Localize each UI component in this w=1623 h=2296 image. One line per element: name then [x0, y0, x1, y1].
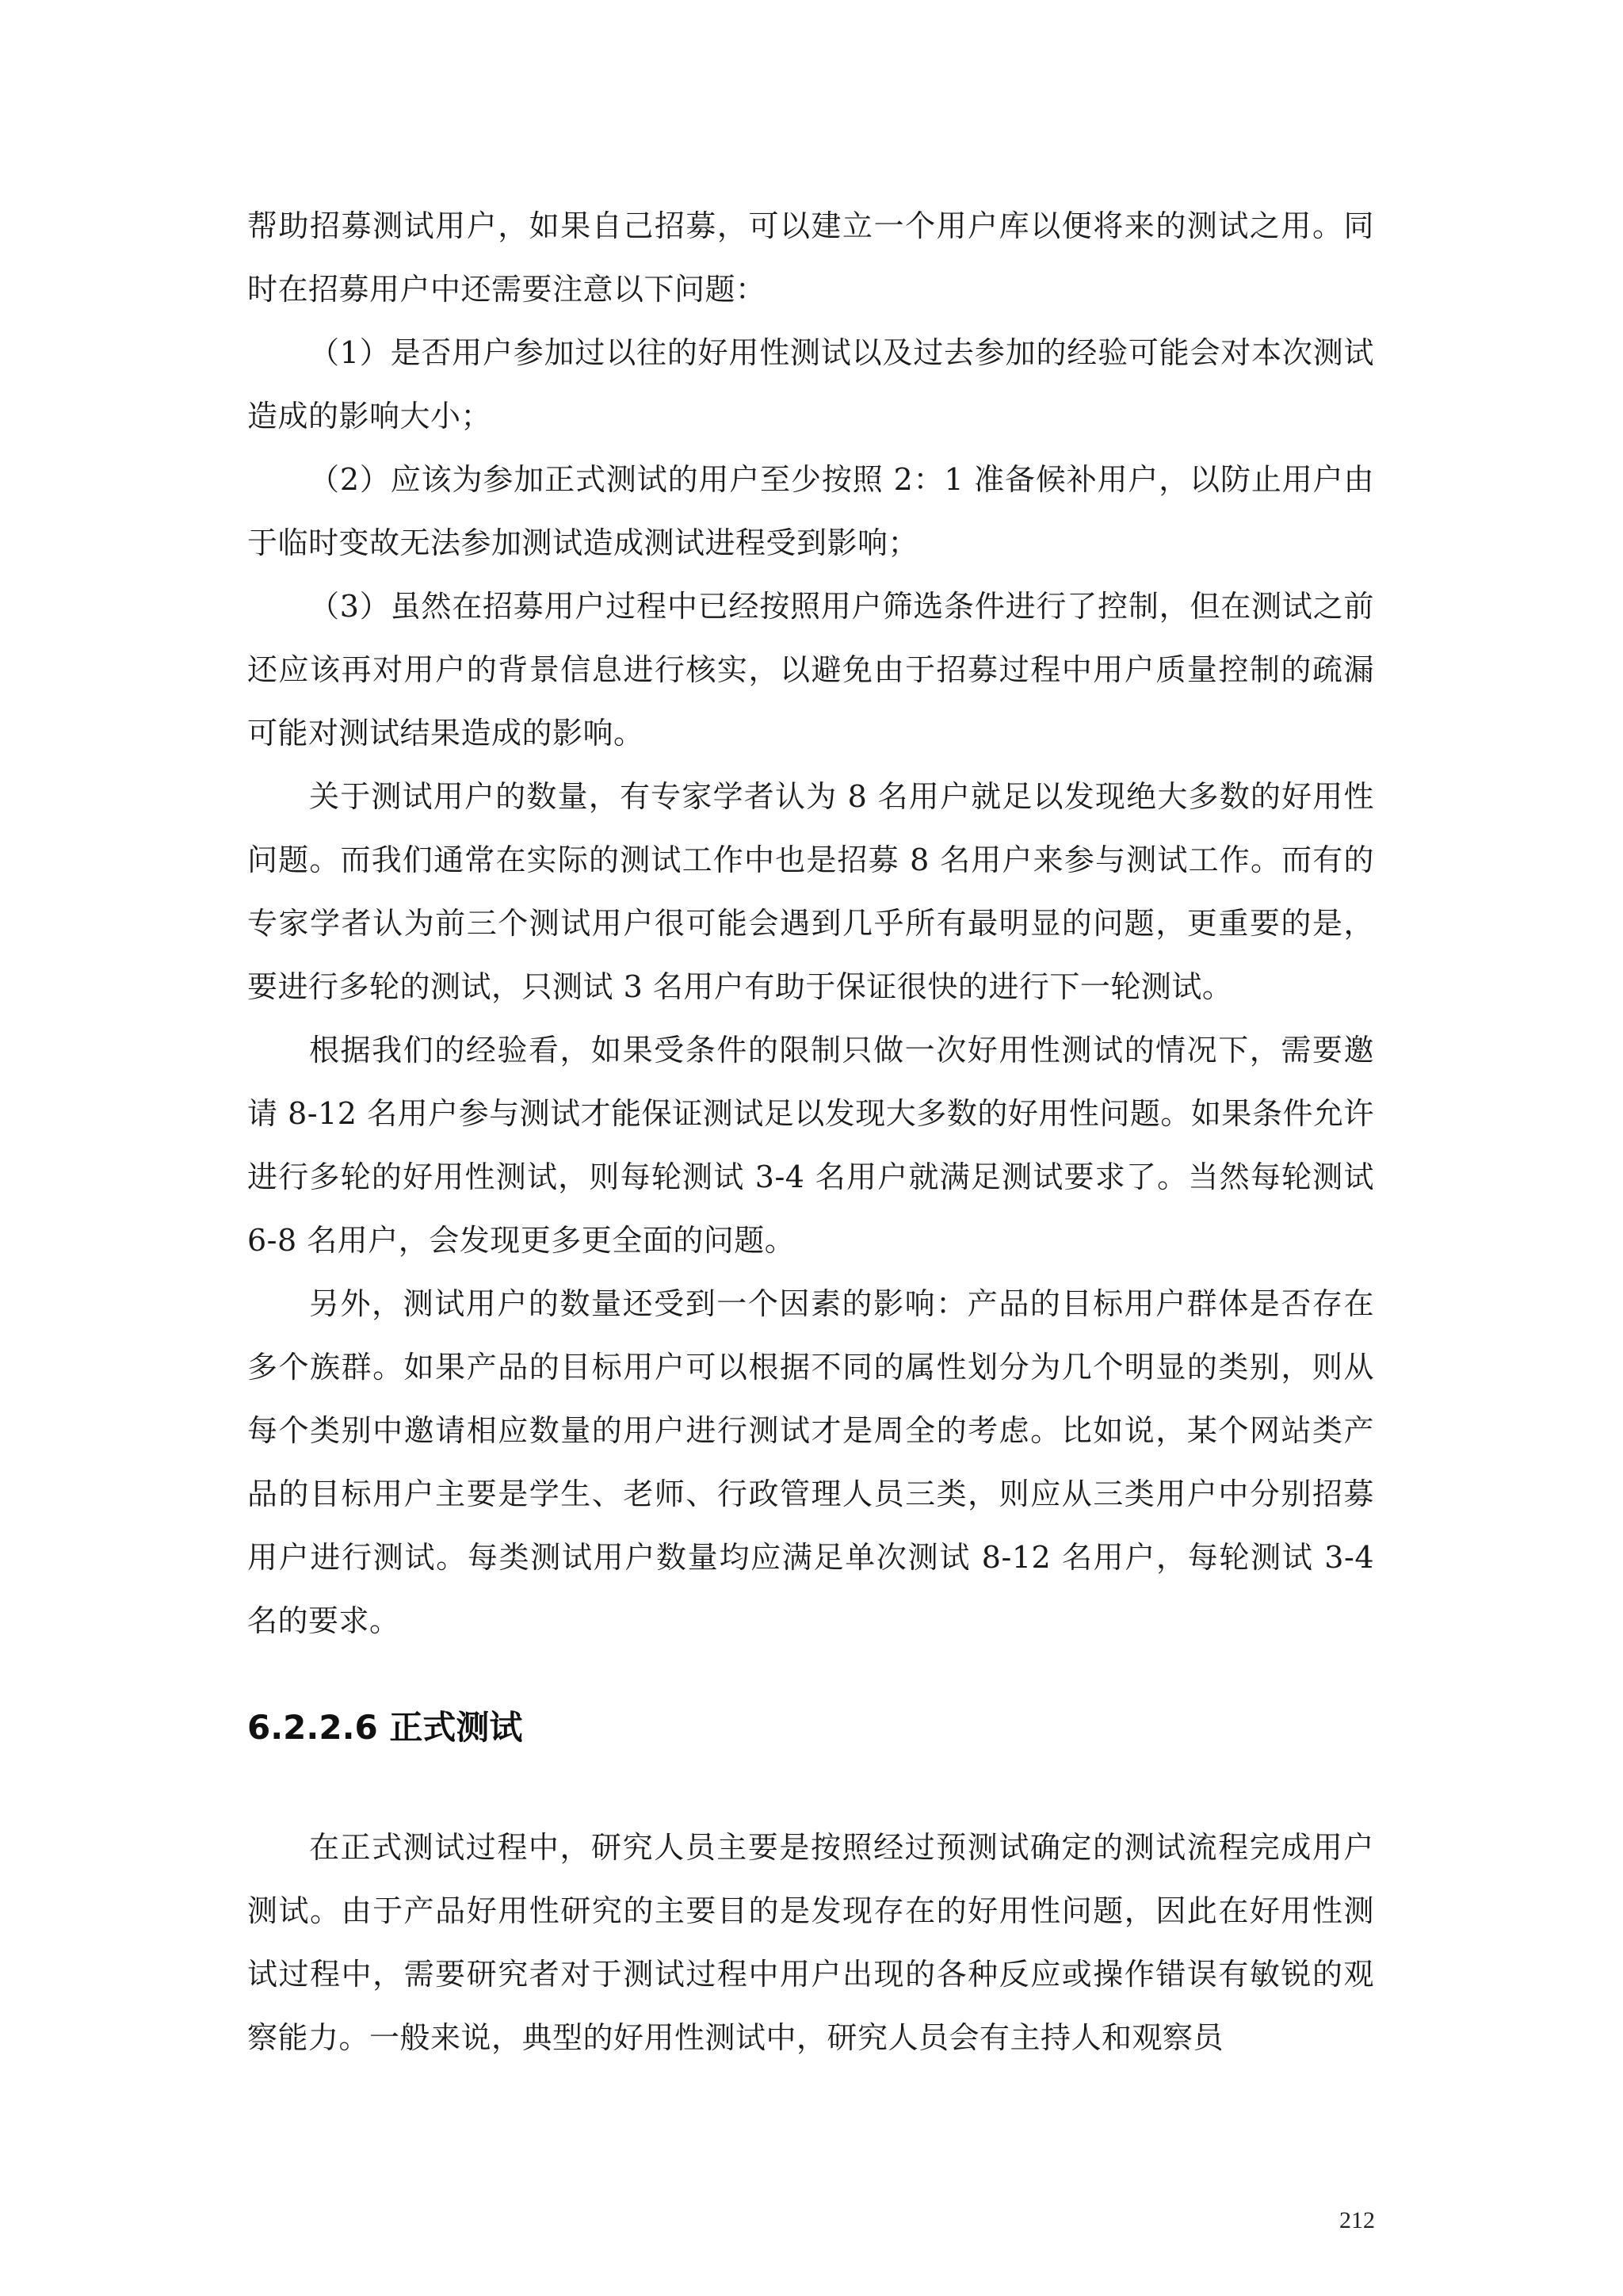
body-text-bottom	[247, 1816, 1374, 2069]
body-text-top	[247, 194, 1374, 1652]
paragraph-item-1: （1）是否用户参加过以往的好用性测试以及过去参加的经验可能会对本次测试造成的影响大小；	[247, 335, 1374, 434]
paragraph-formal-test: 在正式测试过程中，研究人员主要是按照经过预测试确定的测试流程完成用户测试。由于产品好用性研究的主要目的是发现存在的好用性问题，因此在好用性测试过程中，需要研究者对于测试过程中用户出现的各种反应或操作错误有敏锐的观察能力。一般来说，典型的好用性测试中，研究人员会有主持人和观察员	[247, 1830, 1374, 2055]
section-heading: 6.2.2.6 正式测试	[247, 1708, 523, 1747]
paragraph-recruit-intro: 帮助招募测试用户，如果自己招募，可以建立一个用户库以便将来的测试之用。同时在招募用户中还需要注意以下问题：	[247, 208, 1374, 307]
paragraph-experience: 根据我们的经验看，如果受条件的限制只做一次好用性测试的情况下，需要邀请 8-12 名用户参与测试才能保证测试足以发现大多数的好用性问题。如果条件允许进行多轮的好用性测试，则每轮测试 3-4 名用户就满足测试要求了。当然每轮测试 6-8 名用户，会发现更多更全面的问题。	[247, 1033, 1374, 1258]
paragraph-item-3: （3）虽然在招募用户过程中已经按照用户筛选条件进行了控制，但在测试之前还应该再对用户的背景信息进行核实，以避免由于招募过程中用户质量控制的疏漏可能对测试结果造成的影响。	[247, 589, 1374, 751]
paragraph-user-count: 关于测试用户的数量，有专家学者认为 8 名用户就足以发现绝大多数的好用性问题。而我们通常在实际的测试工作中也是招募 8 名用户来参与测试工作。而有的专家学者认为前三个测试用户很可能会遇到几乎所有最明显的问题，更重要的是，要进行多轮的测试，只测试 3 名用户有助于保证很快的进行下一轮测试。	[247, 779, 1374, 1004]
page-number: 212	[1339, 2207, 1375, 2233]
paragraph-item-2: （2）应该为参加正式测试的用户至少按照 2：1 准备候补用户，以防止用户由于临时变故无法参加测试造成测试进程受到影响；	[247, 462, 1374, 560]
paragraph-user-groups: 另外，测试用户的数量还受到一个因素的影响：产品的目标用户群体是否存在多个族群。如果产品的目标用户可以根据不同的属性划分为几个明显的类别，则从每个类别中邀请相应数量的用户进行测试才是周全的考虑。比如说，某个网站类产品的目标用户主要是学生、老师、行政管理人员三类，则应从三类用户中分别招募用户进行测试。每类测试用户数量均应满足单次测试 8-12 名用户，每轮测试 3-4 名的要求。	[247, 1286, 1374, 1638]
